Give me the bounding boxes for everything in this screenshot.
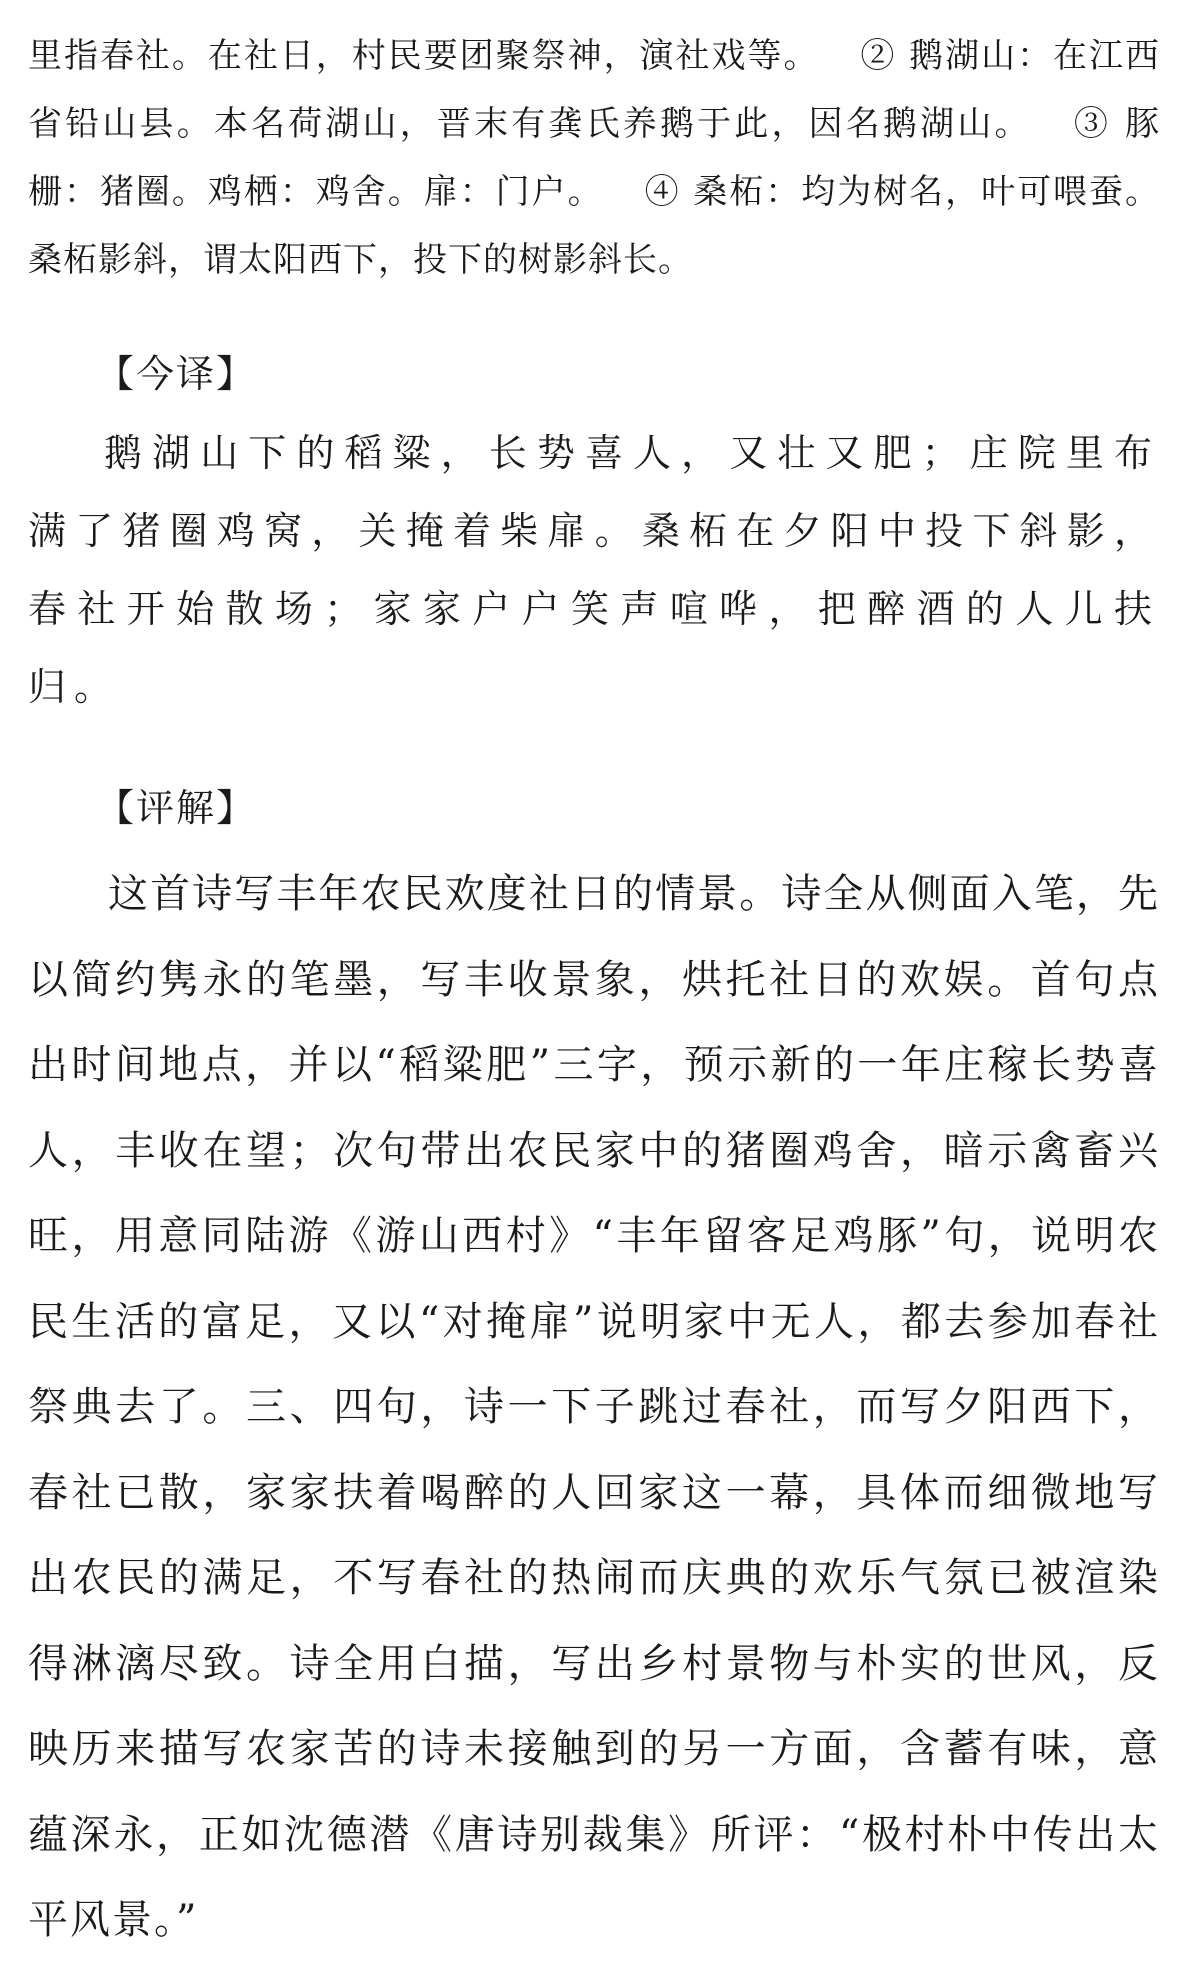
annotation-notes (28, 22, 1160, 294)
commentary-heading: 【评解】 (96, 786, 257, 830)
note-2: ② 鹅湖山：在江西省铅山县。本名荷湖山，晋末有龚氏养鹅于此，因名鹅湖山。 (28, 36, 1160, 144)
note-4: ④ 桑柘：均为树名，叶可喂蚕。桑柘影斜，谓太阳西下，投下的树影斜长。 (28, 172, 1161, 280)
translation-heading: 【今译】 (96, 352, 257, 396)
document-page (28, 22, 1160, 1964)
note-1-tail: 里指春社。在社日，村民要团聚祭神，演社戏等。 (28, 36, 820, 76)
note-3: ③ 豚栅：猪圈。鸡栖：鸡舍。扉：门户。 (28, 104, 1160, 212)
commentary-text: 这首诗写丰年农民欢度社日的情景。诗全从侧面入笔，先以简约隽永的笔墨，写丰收景象，烘托社日的欢娱。首句点出时间地点，并以“稻粱肥”三字，预示新的一年庄稼长势喜人，丰收在望；次句带出农民家中的猪圈鸡舍，暗示禽畜兴旺，用意同陆游《游山西村》“丰年留客足鸡豚”句，说明农民生活的富足，又以“对掩扉”说明家中无人，都去参加春社祭典去了。三、四句，诗一下子跳过春社，而写夕阳西下，春社已散，家家扶着喝醉的人回家这一幕，具体而细微地写出农民的满足，不写春社的热闹而庆典的欢乐气氛已被渲染得淋漓尽致。诗全用白描，写出乡村景物与朴实的世风，反映历来描写农家苦的诗未接触到的另一方面，含蓄有味，意蕴深永，正如沈德潜《唐诗别裁集》所评：“极村朴中传出太平风景。” (28, 871, 1160, 1943)
translation-text: 鹅湖山下的稻粱，长势喜人，又壮又肥；庄院里布满了猪圈鸡窝，关掩着柴扉。桑柘在夕阳中投下斜影，春社开始散场；家家户户笑声喧哗，把醉酒的人儿扶归。 (28, 431, 1160, 709)
